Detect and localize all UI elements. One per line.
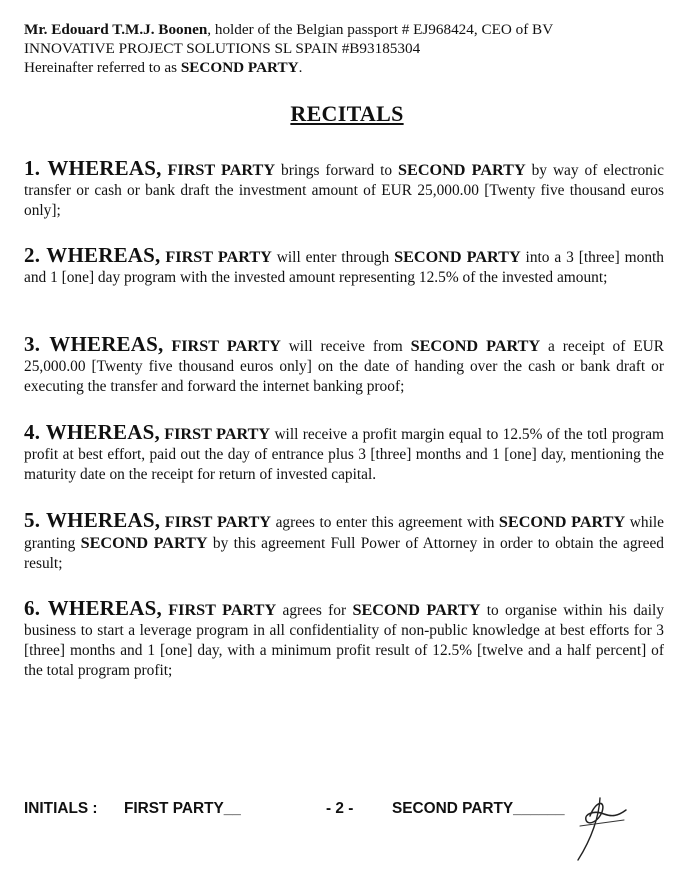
- second-party-ref: SECOND PARTY: [498, 513, 626, 531]
- page-number: - 2 -: [326, 800, 354, 817]
- recital-clause-5: [24, 510, 664, 574]
- second-party-ref: SECOND PARTY: [410, 337, 541, 355]
- first-party-ref: FIRST PARTY: [165, 248, 272, 266]
- header-line-1: [24, 20, 664, 39]
- first-party-ref: FIRST PARTY: [164, 425, 271, 443]
- clause-number: 1. WHEREAS,: [24, 156, 162, 180]
- clause-text: will enter through: [271, 249, 395, 266]
- header-line-2: INNOVATIVE PROJECT SOLUTIONS SL SPAIN #B93185304: [24, 40, 421, 57]
- second-party-ref: SECOND PARTY: [398, 161, 526, 179]
- recital-clause-4: [24, 422, 664, 485]
- party-passport-text: , holder of the Belgian passport # EJ968424, CEO of BV: [207, 21, 554, 38]
- clause-text: into a 3 [three] month and 1 [one] day program with the invested amount representing 12.5% of the invested amount;: [24, 249, 664, 286]
- recital-clause-2: [24, 245, 664, 288]
- first-party-ref: FIRST PARTY: [168, 601, 277, 619]
- first-party-ref: FIRST PARTY: [164, 513, 271, 531]
- clause-text: brings forward to: [275, 162, 399, 179]
- initials-label: INITIALS :: [24, 800, 98, 817]
- second-party-ref: SECOND PARTY: [352, 601, 481, 619]
- party-header: [24, 20, 664, 77]
- clause-text: by this agreement Full Power of Attorney in order to obtain the agreed result;: [24, 535, 664, 572]
- second-party-ref: SECOND PARTY: [80, 534, 208, 552]
- clause-text: will receive a profit margin equal to 12.5% of the totl program profit at best effort, paid out the day of entrance plus 3 [three] months and 1 [one] day, mentioning the maturity date on the receipt for return of invested capital.: [24, 426, 664, 483]
- hereinafter-text: Hereinafter referred to as: [24, 59, 181, 76]
- clause-number: 2. WHEREAS,: [24, 243, 161, 267]
- second-party-initials: SECOND PARTY______: [392, 800, 565, 817]
- recital-clause-1: [24, 158, 664, 221]
- recital-clause-3: [24, 334, 664, 397]
- clause-text: a receipt of EUR 25,000.00 [Twenty five thousand euros only] on the date of handing over the cash or bank draft or executing the transfer and forward the internet banking proof;: [24, 338, 664, 395]
- header-line-3: [24, 58, 664, 77]
- recitals-title: RECITALS: [290, 101, 404, 126]
- clause-number: 6. WHEREAS,: [24, 596, 162, 620]
- first-party-initials: FIRST PARTY__: [124, 800, 241, 817]
- recital-clause-6: [24, 598, 664, 681]
- clause-text: while granting: [24, 514, 664, 552]
- party-name: Mr. Edouard T.M.J. Boonen: [24, 21, 208, 38]
- signature-mark: [560, 786, 640, 866]
- clause-text: will receive from: [280, 338, 411, 355]
- second-party-ref: SECOND PARTY: [394, 248, 521, 266]
- clause-number: 3. WHEREAS,: [24, 332, 164, 356]
- clause-text: agrees for: [276, 602, 353, 619]
- second-party-label: SECOND PARTY: [180, 59, 299, 76]
- clause-number: 4. WHEREAS,: [24, 420, 160, 444]
- first-party-ref: FIRST PARTY: [167, 161, 276, 179]
- clause-text: agrees to enter this agreement with: [270, 514, 499, 531]
- clause-number: 5. WHEREAS,: [24, 508, 161, 532]
- first-party-ref: FIRST PARTY: [171, 337, 281, 355]
- period: .: [298, 59, 303, 76]
- clause-text: to organise within his daily business to start a leverage program in all confidentiality of non-public knowledge at best efforts for 3 [three] months and 1 [one] day, with a minimum profit result of 12.5% [twelve and a half percent] of the total program profit;: [24, 602, 664, 679]
- clause-text: by way of electronic transfer or cash or bank draft the investment amount of EUR 25,000.00 [Twenty five thousand euros only];: [24, 162, 664, 219]
